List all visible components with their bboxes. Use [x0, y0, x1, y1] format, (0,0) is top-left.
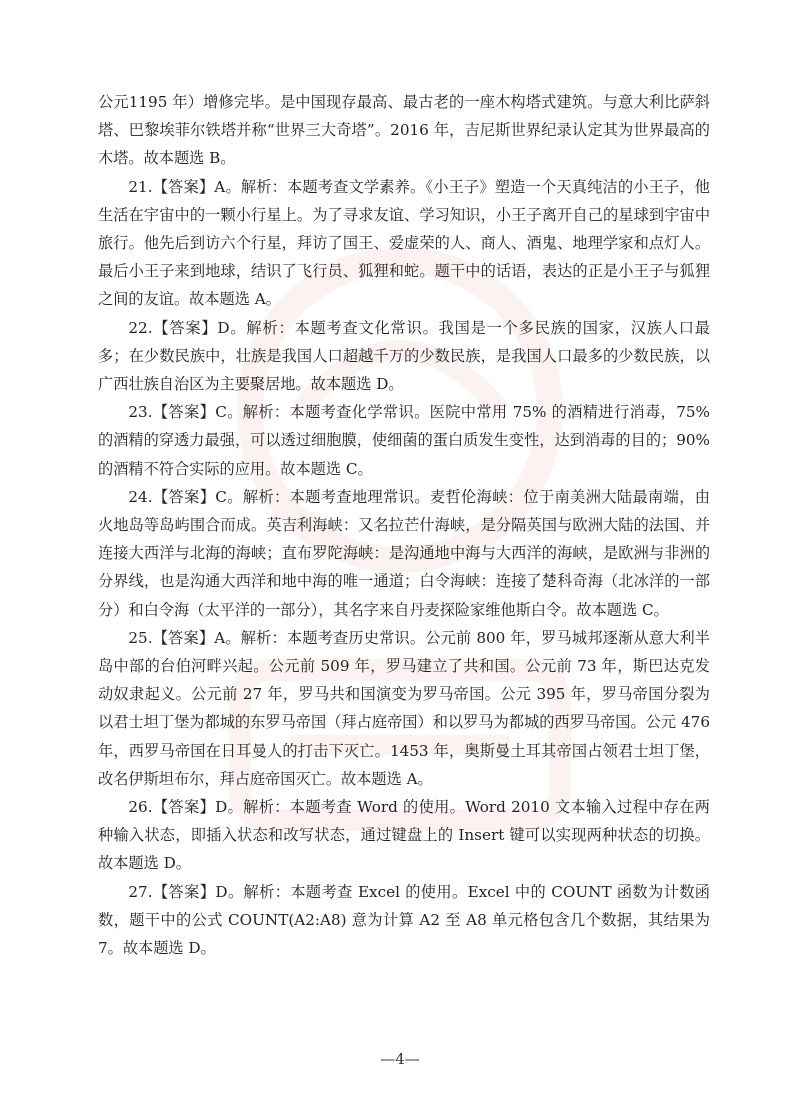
answer-21: 21.【答案】A。解析：本题考查文学素养。《小王子》塑造一个天真纯洁的小王子，他生活在宇宙中的一颗小行星上。为了寻求友谊、学习知识，小王子离开自己的星球到宇宙中旅行。他先后到访六个行星，拜访了国王、爱虚荣的人、商人、酒鬼、地理学家和点灯人。最后小王子来到地球，结识了飞行员、狐狸和蛇。题干中的话语，表达的正是小王子与狐狸之间的友谊。故本题选 A。: [98, 177, 710, 309]
answer-23: 23.【答案】C。解析：本题考查化学常识。医院中常用 75% 的酒精进行消毒，75% 的酒精的穿透力最强，可以透过细胞膜，使细菌的蛋白质发生变性，达到消毒的目的；90% 的酒精不符合实际的应用。故本题选 C。: [98, 403, 710, 478]
paragraph-continuation: 公元1195 年）增修完毕。是中国现存最高、最古老的一座木构塔式建筑。与意大利比萨斜塔、巴黎埃菲尔铁塔并称“世界三大奇塔”。2016 年，吉尼斯世界纪录认定其为世界最高的木塔。故本题选 B。: [98, 93, 710, 168]
page-number: —4—: [380, 1050, 420, 1068]
answer-22: 22.【答案】D。解析：本题考查文化常识。我国是一个多民族的国家，汉族人口最多；在少数民族中，壮族是我国人口超越千万的少数民族，是我国人口最多的少数民族，以广西壮族自治区为主要聚居地。故本题选 D。: [98, 318, 710, 394]
answer-explanations: [98, 88, 710, 962]
answer-24: 24.【答案】C。解析：本题考查地理常识。麦哲伦海峡：位于南美洲大陆最南端，由火地岛等岛屿围合而成。英吉利海峡：又名拉芒什海峡，是分隔英国与欧洲大陆的法国、并连接大西洋与北海的海峡；直布罗陀海峡：是沟通地中海与大西洋的海峡，是欧洲与非洲的分界线，也是沟通大西洋和地中海的唯一通道；白令海峡：连接了楚科奇海（北冰洋的一部分）和白令海（太平洋的一部分），其名字来自丹麦探险家维他斯白令。故本题选 C。: [98, 487, 710, 619]
answer-26: 26.【答案】D。解析：本题考查 Word 的使用。Word 2010 文本输入过程中存在两种输入状态，即插入状态和改写状态，通过键盘上的 Insert 键可以实现两种状态的切换。故本题选 D。: [98, 798, 710, 873]
answer-27: 27.【答案】D。解析：本题考查 Excel 的使用。Excel 中的 COUNT 函数为计数函数，题干中的公式 COUNT(A2:A8) 意为计算 A2 至 A8 单元格包含几个数据，其结果为 7。故本题选 D。: [98, 882, 710, 958]
answer-25: 25.【答案】A。解析：本题考查历史常识。公元前 800 年，罗马城邦逐渐从意大利半岛中部的台伯河畔兴起。公元前 509 年，罗马建立了共和国。公元前 73 年，斯巴达克发动奴隶起义。公元前 27 年，罗马共和国演变为罗马帝国。公元 395 年，罗马帝国分裂为以君士坦丁堡为都城的东罗马帝国（拜占庭帝国）和以罗马为都城的西罗马帝国。公元 476 年，西罗马帝国在日耳曼人的打击下灭亡。1453 年，奥斯曼土耳其帝国占领君士坦丁堡，改名伊斯坦布尔，拜占庭帝国灭亡。故本题选 A。: [98, 628, 710, 788]
